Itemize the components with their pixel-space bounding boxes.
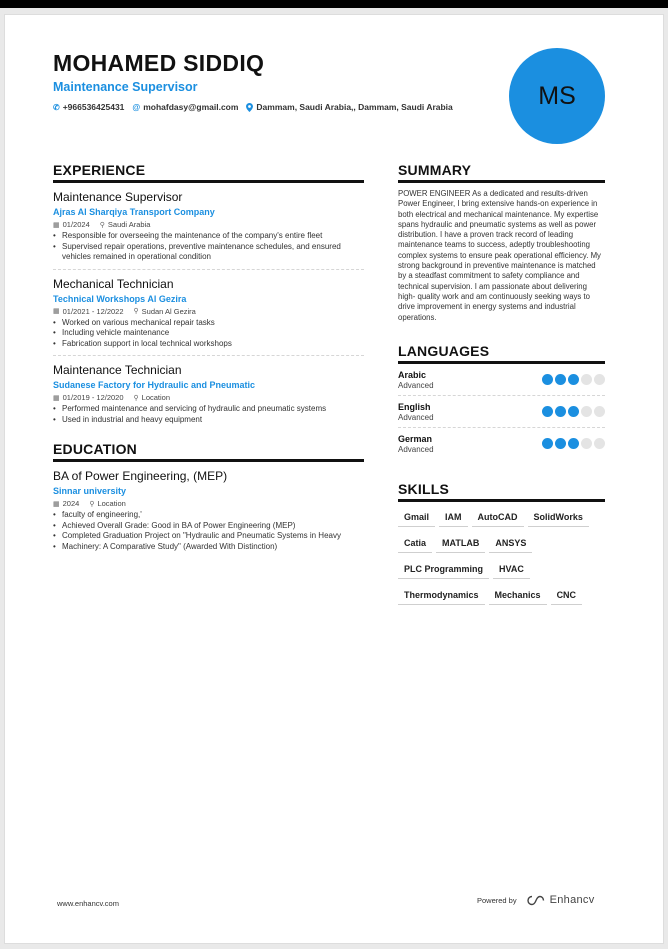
at-icon: @	[132, 102, 141, 112]
skill-tag: PLC Programming	[398, 562, 489, 579]
rating-dot-empty	[581, 438, 592, 449]
location-text: Dammam, Saudi Arabia,, Dammam, Saudi Arabia	[256, 102, 453, 112]
language-name: Arabic	[398, 369, 427, 380]
bullet-item: • Worked on various mechanical repair tasks	[53, 318, 364, 329]
bullet-item: • faculty of engineering,'	[53, 510, 364, 521]
avatar: MS	[509, 48, 605, 144]
languages-heading: LANGUAGES	[398, 343, 605, 364]
top-bar	[0, 0, 668, 8]
language-level: Advanced	[398, 444, 434, 454]
language-rating	[542, 406, 605, 417]
skills-heading: SKILLS	[398, 481, 605, 502]
bullet-item: • Responsible for overseeing the maintenance of the company's entire fleet	[53, 231, 364, 242]
job-location: Saudi Arabia	[107, 220, 151, 229]
job-company: Technical Workshops Al Gezira	[53, 293, 187, 304]
phone-text: +966536425431	[62, 102, 125, 112]
education-bullets	[53, 510, 364, 552]
rating-dot-empty	[594, 438, 605, 449]
calendar-icon: ▦	[53, 221, 60, 229]
candidate-title: Maintenance Supervisor	[53, 80, 198, 94]
skill-tag: Gmail	[398, 510, 435, 527]
experience-list	[53, 183, 364, 431]
powered-by-label: Powered by	[477, 895, 517, 905]
languages-section	[398, 343, 605, 459]
language-level: Advanced	[398, 412, 434, 422]
job-company: Sudanese Factory for Hydraulic and Pneumatic	[53, 380, 256, 390]
contact-line	[53, 102, 453, 112]
job-meta	[53, 220, 364, 229]
rating-dot-empty	[581, 406, 592, 417]
education-meta	[53, 499, 364, 508]
brand-name: Enhancv	[549, 894, 595, 906]
education-date: 2024	[62, 499, 80, 508]
rating-dot-filled	[542, 438, 553, 449]
skill-tag: Mechanics	[489, 588, 547, 605]
footer-website[interactable]: www.enhancv.com	[57, 899, 119, 908]
rating-dot-filled	[568, 406, 579, 417]
skill-tag: ANSYS	[489, 536, 532, 553]
language-name: English	[398, 401, 431, 412]
skill-tag: IAM	[439, 510, 468, 527]
rating-dot-filled	[568, 438, 579, 449]
rating-dot-filled	[542, 374, 553, 385]
skills-section	[398, 481, 605, 605]
bullet-item: • Used in industrial and heavy equipment	[53, 415, 364, 426]
language-item	[398, 364, 605, 396]
location-pin-icon: ⚲	[133, 394, 139, 402]
language-rating	[542, 374, 605, 385]
job-title: Maintenance Supervisor	[53, 190, 183, 204]
experience-item	[53, 270, 364, 357]
skill-tag: HVAC	[493, 562, 530, 579]
bullet-item: • Completed Graduation Project on "Hydraulic and Pneumatic Systems in Heavy	[53, 531, 364, 542]
experience-item	[53, 183, 364, 270]
job-title: Mechanical Technician	[53, 276, 174, 291]
brand-logo	[526, 894, 595, 906]
education-section	[53, 441, 364, 558]
skill-tag: Catia	[398, 536, 432, 553]
job-meta	[53, 393, 364, 402]
bullet-item: • Supervised repair operations, preventive maintenance schedules, and ensured vehicles remained in operational condition	[53, 242, 364, 263]
calendar-icon: ▦	[53, 500, 60, 508]
calendar-icon: ▦	[53, 394, 60, 402]
language-name: German	[398, 433, 433, 444]
job-bullets	[53, 231, 364, 263]
language-level: Advanced	[398, 380, 434, 390]
bullet-item: • Performed maintenance and servicing of hydraulic and pneumatic systems	[53, 404, 364, 415]
language-item	[398, 396, 605, 428]
bullet-item: • Achieved Overall Grade: Good in BA of Power Engineering (MEP)	[53, 521, 364, 532]
location-pin-icon: ⚲	[133, 308, 139, 315]
rating-dot-filled	[568, 374, 579, 385]
rating-dot-empty	[594, 374, 605, 385]
email-text: mohafdasy@gmail.com	[143, 102, 239, 112]
skill-tag: MATLAB	[436, 536, 485, 553]
contact-phone[interactable]	[53, 102, 124, 112]
footer-branding[interactable]	[477, 894, 595, 906]
job-date: 01/2019 - 12/2020	[62, 393, 124, 402]
rating-dot-filled	[555, 406, 566, 417]
job-company: Ajras Al Sharqiya Transport Company	[53, 207, 215, 217]
phone-icon: ✆	[53, 102, 60, 112]
job-date: 01/2024	[62, 220, 90, 229]
candidate-name: MOHAMED SIDDIQ	[53, 50, 265, 76]
bullet-item: • Fabrication support in local technical workshops	[53, 339, 364, 350]
language-item	[398, 428, 605, 459]
job-bullets	[53, 404, 364, 425]
location-pin-icon: ⚲	[89, 500, 95, 508]
skill-tag: AutoCAD	[472, 510, 524, 527]
location-pin-icon: ⚲	[99, 221, 105, 229]
job-bullets	[53, 318, 364, 350]
experience-heading: EXPERIENCE	[53, 162, 364, 183]
education-location: Location	[97, 499, 126, 508]
rating-dot-empty	[581, 374, 592, 385]
job-meta	[53, 307, 364, 316]
rating-dot-empty	[594, 406, 605, 417]
job-title: Maintenance Technician	[53, 363, 182, 377]
skill-tag: CNC	[551, 588, 583, 605]
contact-location	[246, 102, 452, 112]
calendar-icon: ▦	[53, 308, 60, 315]
contact-email[interactable]	[132, 102, 238, 112]
skills-list	[398, 510, 605, 605]
rating-dot-filled	[555, 374, 566, 385]
summary-heading: SUMMARY	[398, 162, 605, 183]
skill-tag: Thermodynamics	[398, 588, 485, 605]
rating-dot-filled	[542, 406, 553, 417]
job-location: Sudan Al Gezira	[141, 306, 196, 316]
left-column	[53, 162, 364, 558]
right-column	[398, 162, 605, 605]
school-name: Sinnar university	[53, 486, 127, 496]
skill-tag: SolidWorks	[528, 510, 589, 527]
language-rating	[542, 438, 605, 449]
education-heading: EDUCATION	[53, 441, 364, 462]
summary-text: POWER ENGINEER As a dedicated and results-driven Power Engineer, I bring extensive hands-on experience in both electrical and mechanical maintenance. My expertise spans hydraulic and pneumatic systems as well as power distribution. I have a proven track record of leading maintenance teams to success, adeptly troubleshooting complex systems to ensure peak operational efficiency. My strong background in preventive maintenance is matched by a steadfast commitment to safety compliance and technical supervision. I am passionate about delivering high- quality work and am continuously seeking ways to drive improvement in energy systems and industrial operations.	[398, 189, 601, 322]
bullet-item: • Machinery: A Comparative Study" (Awarded With Distinction)	[53, 542, 364, 553]
job-date: 01/2021 - 12/2022	[62, 306, 124, 316]
degree-title: BA of Power Engineering, (MEP)	[53, 469, 228, 483]
location-pin-icon	[246, 103, 253, 112]
experience-item	[53, 356, 364, 431]
job-location: Location	[141, 393, 171, 402]
enhancv-logo-icon	[526, 895, 546, 906]
rating-dot-filled	[555, 438, 566, 449]
bullet-item: • Including vehicle maintenance	[53, 328, 364, 339]
education-item	[53, 462, 364, 558]
